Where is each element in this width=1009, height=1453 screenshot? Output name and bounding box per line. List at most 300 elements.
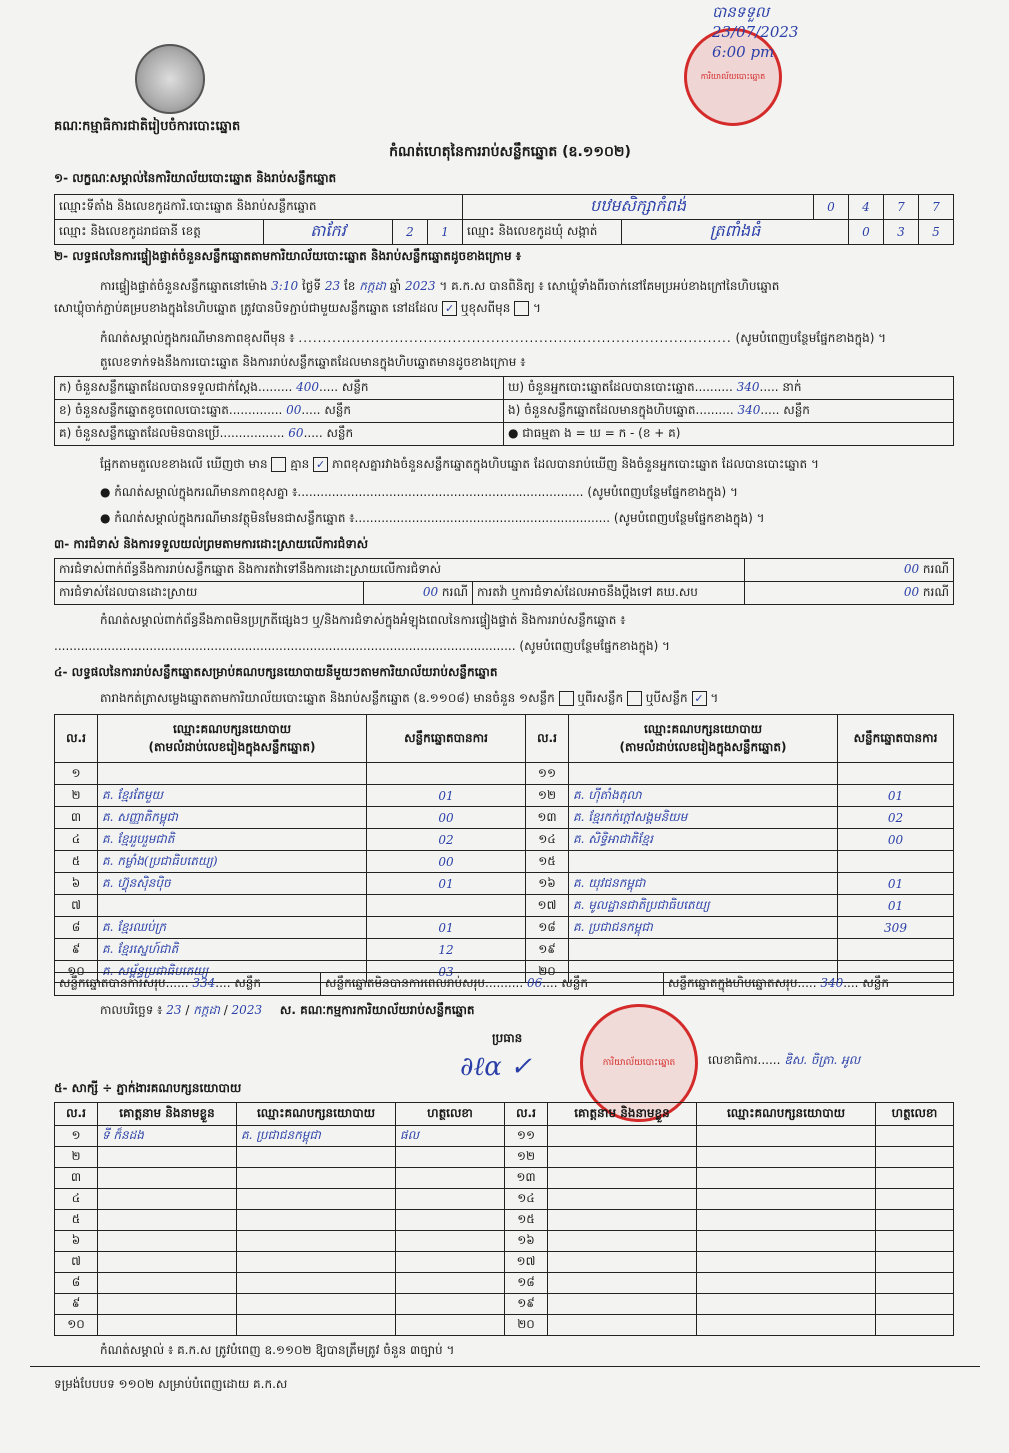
- party-cell: [237, 1168, 396, 1189]
- party-cell: [237, 1252, 396, 1273]
- party-cell[interactable]: [697, 1252, 876, 1273]
- party-cell: [237, 1189, 396, 1210]
- party-cell[interactable]: [697, 1126, 876, 1147]
- party-cell: គ. ខ្មែរស្នេហ៍ជាតិ: [98, 939, 367, 961]
- name-cell: [98, 1273, 237, 1294]
- table-row: [55, 917, 954, 939]
- no-cell: ៥: [55, 851, 98, 873]
- province-code-digit: 1: [428, 220, 463, 245]
- col-no: ល.រ: [55, 715, 98, 763]
- two-sheet-checkbox[interactable]: [627, 691, 642, 706]
- committee-label: ស. គណៈកម្មការការិយាល័យរាប់សន្លឹកឆ្នោត: [279, 1003, 475, 1017]
- unit: សន្លឹក: [324, 403, 351, 417]
- irregularity-fill: ......................................................................................................................... (សូមបំពេញបន្ថែមផ្នែកខាងក្នុង) ។: [54, 639, 670, 653]
- no-cell: ៨: [55, 917, 98, 939]
- total-valid: 334: [192, 976, 216, 990]
- ko-value: 60: [288, 426, 304, 440]
- votes-cell: 01: [838, 873, 954, 895]
- verification-paragraph-2: សោឃ្លុំចាក់ភ្ជាប់គម្របខាងក្នុងនៃហិបឆ្នោត ត្រូវបានបិទភ្ជាប់ជាមួយសន្លឹកឆ្នោត នៅដដែល ✓ ឬខុសពីមុន ។: [54, 301, 541, 315]
- col-sign: ហត្ថលេខា: [396, 1103, 505, 1126]
- national-emblem: [135, 44, 205, 114]
- col-party-line1: ឈ្មោះគណបក្សនយោបាយ: [172, 721, 292, 736]
- party-cell: [237, 1210, 396, 1231]
- unit: សន្លឹក: [561, 976, 588, 990]
- party-cell: [569, 939, 838, 961]
- date-day: 23: [166, 1003, 182, 1017]
- party-cell: [569, 763, 838, 785]
- no-cell: ១៣: [526, 807, 569, 829]
- sign-cell: [396, 1189, 505, 1210]
- commune-code-digit: 3: [884, 220, 919, 245]
- no-cell: ១៥: [505, 1210, 548, 1231]
- no-cell: ៥: [55, 1210, 98, 1231]
- total-invalid: 06: [526, 976, 543, 990]
- name-cell: [98, 1147, 237, 1168]
- party-cell: [237, 1315, 396, 1336]
- table-row: [55, 1231, 954, 1252]
- party-cell: គ. ខ្មែរឈប់ក្រ: [98, 917, 367, 939]
- same-checkbox[interactable]: ✓: [442, 301, 457, 316]
- received-note: [712, 2, 798, 62]
- party-cell[interactable]: [697, 1168, 876, 1189]
- diff-note-line: ● កំណត់សម្គាល់ក្នុងករណីមានភាពខុសគ្នា ៖........................................................................... (សូមបំពេញបន្ថែមផ្នែកខាងក្នុង) ។: [100, 485, 738, 499]
- col-party: ឈ្មោះគណបក្សនយោបាយ: [697, 1103, 876, 1126]
- date-label: កាលបរិច្ឆេទ ៖: [100, 1003, 163, 1017]
- no-cell: ១៨: [505, 1273, 548, 1294]
- no-cell: ១៤: [526, 829, 569, 851]
- votes-cell: 02: [367, 829, 526, 851]
- footer-note: កំណត់សម្គាល់ ៖ គ.ក.ស ត្រូវបំពេញ ឧ.១១០២ ឱ្យបានត្រឹមត្រូវ ចំនួន ៣ច្បាប់ ។: [100, 1343, 455, 1357]
- party-cell: [98, 895, 367, 917]
- results-table: [54, 714, 954, 983]
- table-row: [55, 829, 954, 851]
- unit: សន្លឹក: [341, 380, 369, 394]
- sign-cell[interactable]: [876, 1168, 954, 1189]
- party-cell[interactable]: [697, 1189, 876, 1210]
- name-cell[interactable]: [548, 1168, 697, 1189]
- para-text: ខែ: [343, 279, 356, 293]
- office-value: បឋមសិក្សាកំពង់: [463, 195, 814, 220]
- ngo-value: 340: [737, 403, 761, 417]
- no-cell: ១៦: [526, 873, 569, 895]
- votes-cell: 309: [838, 917, 954, 939]
- no-cell: ៦: [55, 1231, 98, 1252]
- totals-table: សន្លឹកឆ្នោតបានការសរុប...... 334.... សន្លឹក សន្លឹកឆ្នោតមិនបានការពេលរាប់សរុប.......... 06.... សន្លឹក សន្លឹកឆ្នោតក្នុងហិបឆ្នោតសរុប..... 340.... សន្លឹក: [54, 972, 954, 996]
- fill-note: (សូមបំពេញបន្ថែមផ្នែកខាងក្នុង) ។: [519, 639, 670, 653]
- three-sheet-checkbox[interactable]: ✓: [692, 691, 707, 706]
- table-row: [55, 1252, 954, 1273]
- sign-cell[interactable]: [876, 1210, 954, 1231]
- party-cell: គ. ខ្មែរតែមួយ: [98, 785, 367, 807]
- date-month: កក្កដា: [193, 1003, 220, 1017]
- intro-text: ឬបីសន្លឹក: [645, 691, 688, 705]
- footer-version: ទម្រង់បែបបទ ១១០២ សម្រាប់បំពេញដោយ គ.ក.ស: [54, 1377, 288, 1391]
- votes-cell: 00: [367, 807, 526, 829]
- unit: សន្លឹក: [234, 976, 261, 990]
- compare-line: [100, 456, 960, 474]
- compare-text: ភាពខុសគ្នារវាងចំនួនសន្លឹកឆ្នោតក្នុងហិបឆ្នោត ដែលបានរាប់ឃើញ និងចំនួនអ្នកបោះឆ្នោត ដែលបានបោះឆ្នោត ។: [331, 457, 819, 471]
- sign-cell: ផល: [396, 1126, 505, 1147]
- intro-text: តារាងកត់ត្រាសម្លេងឆ្នោតតាមការិយាល័យបោះឆ្នោត និងរាប់សន្លឹកឆ្នោត (ឧ.១១០៨) មានចំនួន ១សន្លឹក: [100, 691, 555, 705]
- sign-cell[interactable]: [876, 1273, 954, 1294]
- kha-label: ខ) ចំនួនសន្លឹកឆ្នោតខូចពេលបោះឆ្នោត: [59, 403, 229, 417]
- kho-label: ឃ) ចំនួនអ្នកបោះឆ្នោតដែលបានបោះឆ្នោត: [508, 380, 695, 394]
- no-cell: ១២: [505, 1147, 548, 1168]
- table-row: [55, 763, 954, 785]
- sign-cell[interactable]: [876, 1315, 954, 1336]
- party-cell: [237, 1294, 396, 1315]
- commune-label: ឈ្មោះ និងលេខកូដឃុំ សង្កាត់: [463, 220, 622, 245]
- no-cell: ១២: [526, 785, 569, 807]
- party-cell: គ. ខ្មែររួបរួមជាតិ: [98, 829, 367, 851]
- total-box: 340: [820, 976, 844, 990]
- para-text: ឆ្នាំ: [389, 279, 402, 293]
- col-party: ឈ្មោះគណបក្សនយោបាយ: [237, 1103, 396, 1126]
- party-cell: [237, 1231, 396, 1252]
- no-cell: ១០: [55, 1315, 98, 1336]
- party-cell: គ. ហ៊ីតាំងតុលា: [569, 785, 838, 807]
- day-value: 23: [324, 279, 341, 293]
- no-cell: ១០: [55, 961, 98, 983]
- irregularity-note: កំណត់សម្គាល់ពាក់ព័ន្ធនឹងភាពមិនប្រក្រតីផ្សេងៗ ឬ/និងការជំទាស់ក្នុងអំឡុងពេលនៃការផ្ទៀងផ្ទាត់ និងការរាប់សន្លឹកឆ្នោត ៖: [100, 613, 626, 627]
- secretary-line: លេខាធិការ...... ឌិស. ចិត្រា. អូល: [708, 1053, 861, 1067]
- name-cell[interactable]: [548, 1252, 697, 1273]
- name-cell[interactable]: [548, 1210, 697, 1231]
- table-row: [55, 895, 954, 917]
- verification-paragraph: [100, 274, 960, 298]
- no-cell: ១៧: [505, 1252, 548, 1273]
- date-line: កាលបរិច្ឆេទ ៖ 23 / កក្កដា / 2023 ស. គណៈកម្មការការិយាល័យរាប់សន្លឹកឆ្នោត: [100, 1003, 475, 1017]
- para-text: សោឃ្លុំចាក់ភ្ជាប់គម្របខាងក្នុងនៃហិបឆ្នោត ត្រូវបានបិទភ្ជាប់ជាមួយសន្លឹកឆ្នោត នៅដដែល: [54, 301, 439, 315]
- chair-label: ប្រធាន: [492, 1031, 523, 1045]
- compare-text: គ្មាន: [290, 457, 310, 471]
- total-box-label: សន្លឹកឆ្នោតក្នុងហិបឆ្នោតសរុប: [667, 976, 798, 990]
- name-cell[interactable]: [548, 1126, 697, 1147]
- section4-heading: ៤- លទ្ធផលនៃការរាប់សន្លឹកឆ្នោតសម្រាប់គណបក្សនយោបាយនីមួយៗតាមការិយាល័យរាប់សន្លឹកឆ្នោត: [54, 665, 498, 679]
- section5-heading: ៥- សាក្សី ÷ ភ្នាក់ងារគណបក្សនយោបាយ: [54, 1081, 242, 1095]
- ka-value: 400: [296, 380, 319, 394]
- no-cell: ៩: [55, 1294, 98, 1315]
- intro-text: ឬពីរសន្លឹក: [577, 691, 624, 705]
- total-invalid-label: សន្លឹកឆ្នោតមិនបានការពេលរាប់សរុប: [325, 976, 485, 990]
- appeal-value: 00: [903, 585, 920, 599]
- objection-value: 00: [903, 562, 920, 576]
- votes-cell: 01: [367, 917, 526, 939]
- sign-cell: [396, 1252, 505, 1273]
- office-code-digit: 7: [884, 195, 919, 220]
- received-label: បានទទួល: [712, 3, 770, 21]
- office-code-digit: 7: [919, 195, 954, 220]
- sign-cell: [396, 1168, 505, 1189]
- no-cell: ១៣: [505, 1168, 548, 1189]
- kho-value: 340: [736, 380, 760, 394]
- sign-cell[interactable]: [876, 1126, 954, 1147]
- ngo-label: ង) ចំនួនសន្លឹកឆ្នោតដែលមានក្នុងហិបឆ្នោត: [508, 403, 696, 417]
- table-row: [55, 1168, 954, 1189]
- votes-cell: 00: [367, 851, 526, 873]
- votes-cell: 02: [838, 807, 954, 829]
- votes-cell: 12: [367, 939, 526, 961]
- commune-code-digit: 0: [849, 220, 884, 245]
- no-cell: ៣: [55, 1168, 98, 1189]
- no-cell: ១: [55, 763, 98, 785]
- no-cell: ១៩: [505, 1294, 548, 1315]
- table-row: [55, 785, 954, 807]
- col-no: ល.រ: [505, 1103, 548, 1126]
- sign-cell: [396, 1294, 505, 1315]
- party-cell[interactable]: [697, 1315, 876, 1336]
- table-row: [55, 1147, 954, 1168]
- sheet-count-line: [100, 690, 960, 708]
- party-cell: គ. យុវជនកម្ពុជា: [569, 873, 838, 895]
- col-votes: សន្លឹកឆ្នោតបានការ: [838, 715, 954, 763]
- sign-cell: [396, 1231, 505, 1252]
- col-party-line2: (តាមលំដាប់លេខរៀងក្នុងសន្លឹកឆ្នោត): [148, 739, 316, 754]
- table-row: [55, 1315, 954, 1336]
- party-cell[interactable]: [697, 1294, 876, 1315]
- name-cell: [98, 1231, 237, 1252]
- fill-note: (សូមបំពេញបន្ថែមផ្នែកខាងក្នុង) ។: [735, 331, 887, 345]
- table-row: [55, 851, 954, 873]
- table-row: [55, 1294, 954, 1315]
- name-cell: ទី ក៏នដង: [98, 1126, 237, 1147]
- sign-cell[interactable]: [876, 1252, 954, 1273]
- unit: សន្លឹក: [326, 426, 354, 440]
- no-cell: ១១: [505, 1126, 548, 1147]
- section3-heading: ៣- ការជំទាស់ និងការទទួលយល់ព្រមតាមការដោះស្រាយលើការជំទាស់: [54, 537, 369, 551]
- no-cell: ១៥: [526, 851, 569, 873]
- resolved-label: ការជំទាស់ដែលបានដោះស្រាយ: [55, 582, 364, 605]
- col-no: ល.រ: [526, 715, 569, 763]
- unit: ករណី: [922, 585, 949, 599]
- no-difference-checkbox[interactable]: ✓: [313, 457, 328, 472]
- party-cell: គ. ប្រជាជនកម្ពុជា: [237, 1126, 396, 1147]
- votes-cell: 01: [367, 785, 526, 807]
- chair-signature: ∂ℓα ✓: [460, 1052, 532, 1082]
- section1-table: [54, 194, 954, 245]
- appeal-label: ការតវ៉ា ឬការជំទាស់ដែលអាចនឹងប្តឹងទៅ គឃ.សប: [473, 582, 745, 605]
- col-votes: សន្លឹកឆ្នោតបានការ: [367, 715, 526, 763]
- party-cell[interactable]: [697, 1147, 876, 1168]
- office-code-digit: 0: [814, 195, 849, 220]
- table-row: [55, 807, 954, 829]
- no-cell: ១៤: [505, 1189, 548, 1210]
- objections-table: [54, 558, 954, 605]
- name-cell[interactable]: [548, 1315, 697, 1336]
- votes-cell: [367, 895, 526, 917]
- votes-cell: 03: [367, 961, 526, 983]
- note2: ● កំណត់សម្គាល់ក្នុងករណីមានភាពខុសគ្នា ៖: [100, 485, 298, 499]
- name-cell: [98, 1252, 237, 1273]
- footer-divider: [30, 1366, 980, 1367]
- section1-heading: ១- លក្ខណៈសម្គាល់នៃការិយាល័យបោះឆ្នោត និងរាប់សន្លឹកឆ្នោត: [54, 171, 337, 185]
- sign-cell[interactable]: [876, 1294, 954, 1315]
- name-cell: [98, 1315, 237, 1336]
- commune-code-digit: 5: [919, 220, 954, 245]
- para-text: ។ គ.ក.ស បានពិនិត្យ ៖ សោឃ្លុំទាំងពីរចាក់នៅគែមប្រអប់ខាងក្រៅនៃហិបឆ្នោត: [439, 279, 780, 293]
- votes-cell: [838, 763, 954, 785]
- name-cell[interactable]: [548, 1189, 697, 1210]
- no-cell: ២០: [505, 1315, 548, 1336]
- office-code-digit: 4: [849, 195, 884, 220]
- no-cell: ៦: [55, 873, 98, 895]
- no-cell: ២០: [526, 961, 569, 983]
- received-time: 6:00 pm: [712, 43, 775, 61]
- party-cell: គ. សិទ្ធិអាជាតិខ្មែរ: [569, 829, 838, 851]
- no-cell: ៧: [55, 895, 98, 917]
- name-cell[interactable]: [548, 1231, 697, 1252]
- unit: នាក់: [782, 380, 802, 394]
- province-code-digit: 2: [393, 220, 428, 245]
- sign-cell: [396, 1147, 505, 1168]
- para-text: ការផ្ទៀងផ្ទាត់ចំនួនសន្លឹកឆ្នោតនៅម៉ោង: [100, 279, 268, 293]
- date-year: 2023: [231, 1003, 263, 1017]
- time-value: 3:10: [271, 279, 299, 293]
- province-value: តាកែវ: [264, 220, 393, 245]
- party-cell[interactable]: [697, 1273, 876, 1294]
- received-date: 23/07/2023: [712, 23, 799, 41]
- object-note-line: ● កំណត់សម្គាល់ក្នុងករណីមានវត្ថុមិនមែនជាសន្លឹកឆ្នោត ៖................................................................... (សូមបំពេញបន្ថែមផ្នែកខាងក្នុង) ។: [100, 511, 765, 525]
- no-cell: ១៨: [526, 917, 569, 939]
- note3: ● កំណត់សម្គាល់ក្នុងករណីមានវត្ថុមិនមែនជាសន្លឹកឆ្នោត ៖: [100, 511, 355, 525]
- secretary-signature: ឌិស. ចិត្រា. អូល: [784, 1053, 861, 1067]
- name-cell: [98, 1294, 237, 1315]
- party-cell[interactable]: [697, 1231, 876, 1252]
- no-cell: ៣: [55, 807, 98, 829]
- no-cell: ១១: [526, 763, 569, 785]
- para-text: ថ្ងៃទី: [301, 279, 321, 293]
- year-value: 2023: [404, 279, 436, 293]
- party-cell: គ. មូលដ្ឋានជាតិប្រជាធិបតេយ្យ: [569, 895, 838, 917]
- col-party-line1: ឈ្មោះគណបក្សនយោបាយ: [643, 721, 763, 736]
- secretary-label: លេខាធិការ: [708, 1053, 758, 1067]
- no-cell: ៩: [55, 939, 98, 961]
- sign-cell: [396, 1273, 505, 1294]
- votes-cell: [367, 763, 526, 785]
- no-cell: ១៩: [526, 939, 569, 961]
- no-cell: ២: [55, 1147, 98, 1168]
- no-cell: ១៧: [526, 895, 569, 917]
- name-cell[interactable]: [548, 1147, 697, 1168]
- name-cell[interactable]: [548, 1294, 697, 1315]
- intro-line: តួលេខទាក់ទងនឹងការបោះឆ្នោត និងការរាប់សន្លឹកឆ្នោតដែលមានក្នុងហិបឆ្នោតមានដូចខាងក្រោម ៖: [100, 355, 526, 369]
- form-title: កំណត់ហេតុនៃការរាប់សន្លឹកឆ្នោត (ឧ.១១០២): [389, 144, 631, 160]
- table-row: [55, 1126, 954, 1147]
- sign-cell[interactable]: [876, 1231, 954, 1252]
- name-cell: [98, 1189, 237, 1210]
- votes-cell: [838, 851, 954, 873]
- no-cell: ៨: [55, 1273, 98, 1294]
- party-cell: គ. ហ៊្វុនស៊ិនប៉ិច: [98, 873, 367, 895]
- org-name: គណៈកម្មាធិការជាតិរៀបចំការបោះឆ្នោត: [54, 119, 241, 134]
- fill-note: (សូមបំពេញបន្ថែមផ្នែកខាងក្នុង) ។: [613, 511, 765, 525]
- seal-text: ការិយាល័យបោះឆ្នោត: [700, 72, 766, 81]
- votes-cell: 00: [838, 829, 954, 851]
- note-label: កំណត់សម្គាល់ក្នុងករណីមានភាពខុសពីមុន ៖: [100, 331, 295, 345]
- no-cell: ៤: [55, 1189, 98, 1210]
- kha-value: 00: [286, 403, 302, 417]
- party-cell: គ. កម្លាំង(ប្រជាធិបតេយ្យ): [98, 851, 367, 873]
- have-difference-checkbox[interactable]: [271, 457, 286, 472]
- name-cell: [98, 1210, 237, 1231]
- table-row: [55, 1273, 954, 1294]
- no-cell: ៧: [55, 1252, 98, 1273]
- intro-text: ។: [710, 691, 719, 705]
- party-cell[interactable]: [697, 1210, 876, 1231]
- section2-heading: ២- លទ្ធផលនៃការផ្ទៀងផ្ទាត់ចំនួនសន្លឹកឆ្នោតតាមការិយាល័យបោះឆ្នោត និងរាប់សន្លឹកឆ្នោតដូចខាងក្រោម ៖: [54, 249, 522, 263]
- party-cell: [237, 1147, 396, 1168]
- unit: សន្លឹក: [783, 403, 810, 417]
- witness-table: [54, 1102, 954, 1336]
- figures-table: ក) ចំនួនសន្លឹកឆ្នោតដែលបានទទួលជាក់ស្តែង......... 400..... សន្លឹក ឃ) ចំនួនអ្នកបោះឆ្នោតដែលបានបោះឆ្នោត.......... 340..... នាក់ ខ) ចំនួនសន្លឹកឆ្នោតខូចពេលបោះឆ្នោត.............. 00..... សន្លឹក ង) ចំនួនសន្លឹកឆ្នោតដែលមានក្នុងហិបឆ្នោត.......... 340..... សន្លឹក គ) ចំនួនសន្លឹកឆ្នោតដែលមិនបានប្រើ................. 60..... សន្លឹក ● ជាធម្មតា ង = ឃ = ក - (ខ + គ): [54, 376, 954, 446]
- objection-label: ការជំទាស់ពាក់ព័ន្ធនឹងការរាប់សន្លឹកឆ្នោត និងការតវ៉ាទៅនឹងការដោះស្រាយលើការជំទាស់: [55, 559, 745, 582]
- table-row: [55, 873, 954, 895]
- commune-value: ត្រពាំងធំ: [622, 220, 849, 245]
- votes-cell: [838, 939, 954, 961]
- table-row: [55, 939, 954, 961]
- one-sheet-checkbox[interactable]: [559, 691, 574, 706]
- seal-text: ការិយាល័យបោះឆ្នោត: [602, 1057, 676, 1068]
- sign-cell: [396, 1210, 505, 1231]
- different-checkbox[interactable]: [514, 301, 529, 316]
- table-row: [55, 1210, 954, 1231]
- party-cell: គ. សម្ព័ន្ធប្រជាធិបតេយ្យ: [98, 961, 367, 983]
- no-cell: ១: [55, 1126, 98, 1147]
- para-text: ឬខុសពីមុន: [460, 301, 511, 315]
- votes-cell: 01: [838, 895, 954, 917]
- ka-label: ក) ចំនួនសន្លឹកឆ្នោតដែលបានទទួលជាក់ស្តែង: [59, 380, 258, 394]
- col-no: ល.រ: [55, 1103, 98, 1126]
- difference-note: កំណត់សម្គាល់ក្នុងករណីមានភាពខុសពីមុន ៖ .......................................................................................... (សូមបំពេញបន្ថែមផ្នែកខាងក្នុង) ។: [100, 331, 887, 345]
- col-party-line2: (តាមលំដាប់លេខរៀងក្នុងសន្លឹកឆ្នោត): [619, 739, 787, 754]
- month-value: កក្កដា: [359, 279, 386, 293]
- sign-cell: [396, 1315, 505, 1336]
- party-cell: គ. ខ្មែរកក់ក្ដៅសង្គមនិយម: [569, 807, 838, 829]
- unit: សន្លឹក: [862, 976, 889, 990]
- no-cell: ៤: [55, 829, 98, 851]
- sign-cell[interactable]: [876, 1147, 954, 1168]
- col-name: គោត្តនាម និងនាមខ្លួន: [548, 1103, 697, 1126]
- col-sign: ហត្ថលេខា: [876, 1103, 954, 1126]
- party-cell: [569, 851, 838, 873]
- party-cell: គ. ប្រជាជនកម្ពុជា: [569, 917, 838, 939]
- unit: ករណី: [441, 585, 468, 599]
- col-party: [569, 715, 838, 763]
- ko-label: គ) ចំនួនសន្លឹកឆ្នោតដែលមិនបានប្រើ: [59, 426, 220, 440]
- unit: ករណី: [922, 562, 949, 576]
- name-cell[interactable]: [548, 1273, 697, 1294]
- party-cell: [237, 1273, 396, 1294]
- compare-text: ផ្អែកតាមតួលេខខាងលើ ឃើញថា មាន: [100, 457, 268, 471]
- name-cell: [98, 1168, 237, 1189]
- votes-cell: 01: [367, 873, 526, 895]
- party-cell: គ. សញ្ញាតិកម្ពុជា: [98, 807, 367, 829]
- no-cell: ២: [55, 785, 98, 807]
- formula: ● ជាធម្មតា ង = ឃ = ក - (ខ + គ): [504, 423, 954, 446]
- party-cell: [98, 763, 367, 785]
- col-party: [98, 715, 367, 763]
- sign-cell[interactable]: [876, 1189, 954, 1210]
- total-valid-label: សន្លឹកឆ្នោតបានការសរុប: [59, 976, 166, 990]
- no-cell: ១៦: [505, 1231, 548, 1252]
- fill-note: (សូមបំពេញបន្ថែមផ្នែកខាងក្នុង) ។: [587, 485, 738, 499]
- votes-cell: 01: [838, 785, 954, 807]
- resolved-value: 00: [422, 585, 439, 599]
- province-label: ឈ្មោះ និងលេខកូដរាជធានី ខេត្ត: [55, 220, 264, 245]
- col-name: គោត្តនាម និងនាមខ្លួន: [98, 1103, 237, 1126]
- office-label: ឈ្មោះទីតាំង និងលេខកូដការិ.បោះឆ្នោត និងរាប់សន្លឹកឆ្នោត: [55, 195, 463, 220]
- table-row: [55, 1189, 954, 1210]
